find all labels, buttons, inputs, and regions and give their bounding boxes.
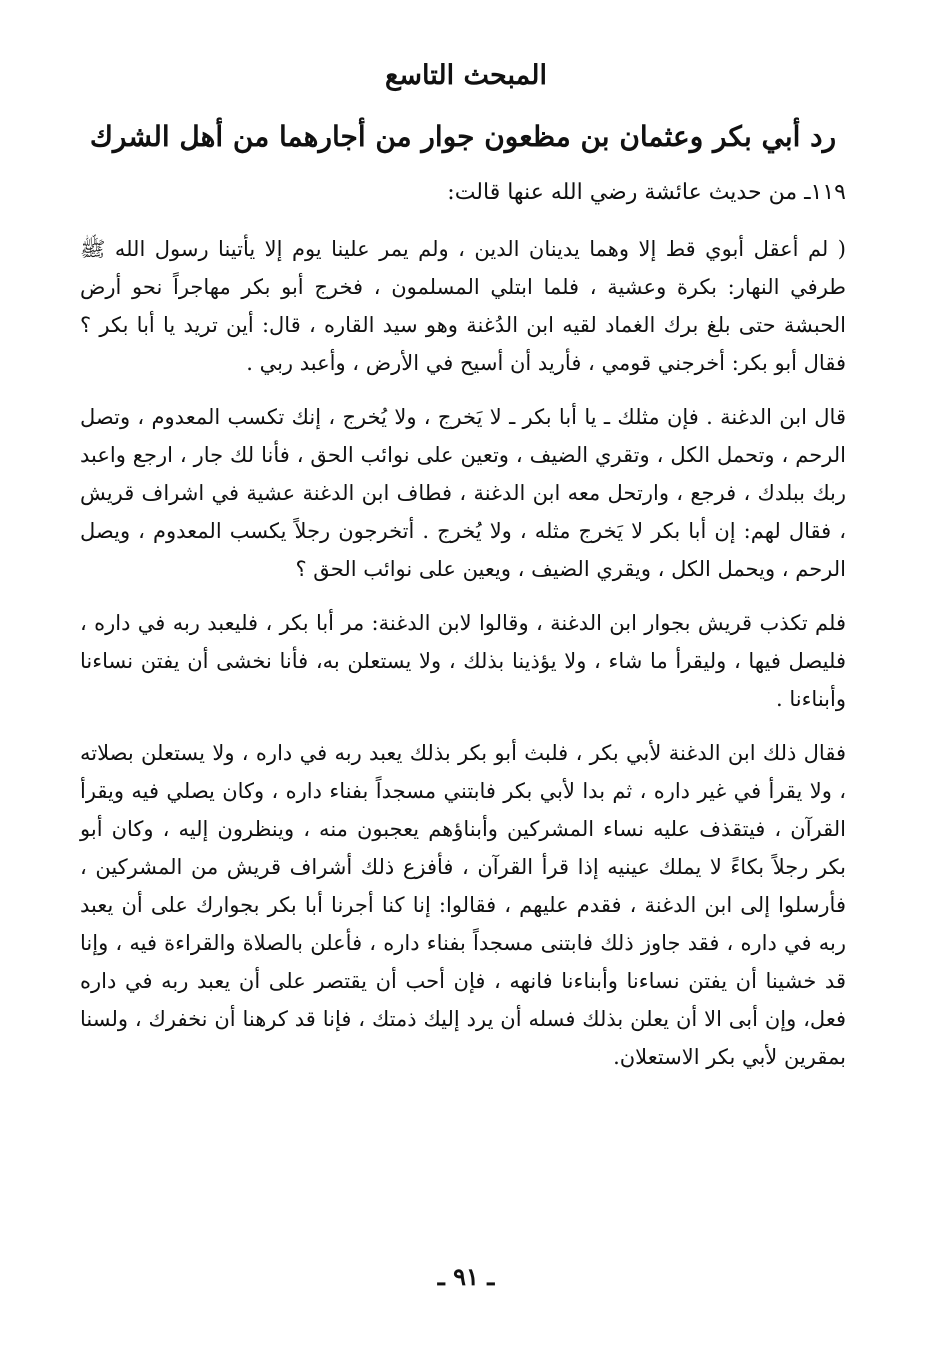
section-title: رد أبي بكر وعثمان بن مظعون جوار من أجارهما من أهل الشرك <box>89 120 837 153</box>
page-number: ـ ٩١ ـ <box>437 1262 495 1291</box>
paragraph-1: ( لم أعقل أبوي قط إلا وهما يدينان الدين ، ولم يمر علينا يوم إلا يأتينا رسول الله ﷺ طرفي النهار: بكرة وعشية ، فلما ابتلي المسلمون ، فخرج أبو بكر مهاجراً نحو أرض الحبشة حتى بلغ برك الغماد لقيه ابن الدُغنة وهو سيد القاره ، قال: أين تريد يا أبا بكر ؟ فقال أبو بكر: أخرجني قومي ، فأريد أن أسيح في الأرض ، وأعبد ربي . <box>80 237 846 375</box>
hadith-intro: ١١٩ـ من حديث عائشة رضي الله عنها قالت: <box>447 180 846 205</box>
paragraph-2: قال ابن الدغنة . فإن مثلك ـ يا أبا بكر ـ لا يَخرج ، ولا يُخرج ، إنك تكسب المعدوم ، وتصل الرحم ، وتحمل الكل ، وتقري الضيف ، وتعين على نوائب الحق ، فأنا لك جار ، ارجع واعبد ربك ببلدك ، فرجع ، وارتحل معه ابن الدغنة ، فطاف ابن الدغنة عشية في اشراف قريش ، فقال لهم: إن أبا بكر لا يَخرج مثله ، ولا يُخرج . أتخرجون رجلاً يكسب المعدوم ، ويصل الرحم ، ويحمل الكل ، ويقري الضيف ، ويعين على نوائب الحق ؟ <box>80 405 846 581</box>
chapter-title: المبحث التاسع <box>385 60 547 91</box>
body-text <box>80 230 846 1092</box>
paragraph-3: فلم تكذب قريش بجوار ابن الدغنة ، وقالوا لابن الدغنة: مر أبا بكر ، فليعبد ربه في داره ، فليصل فيها ، وليقرأ ما شاء ، ولا يؤذينا بذلك ، ولا يستعلن به، فأنا نخشى أن يفتن نساءنا وأبناءنا . <box>80 611 846 711</box>
paragraph-4: فقال ذلك ابن الدغنة لأبي بكر ، فلبث أبو بكر بذلك يعبد ربه في داره ، ولا يستعلن بصلاته ، ولا يقرأ في غير داره ، ثم بدا لأبي بكر فابتني مسجداً بفناء داره ، وكان يصلي فيه ويقرأ القرآن ، فيتقذف عليه نساء المشركين وأبناؤهم يعجبون منه ، وينظرون إليه ، وكان أبو بكر رجلاً بكاءً لا يملك عينيه إذا قرأ القرآن ، فأفزع ذلك أشراف قريش من المشركين ، فأرسلوا إلى ابن الدغنة ، فقدم عليهم ، فقالوا: إنا كنا أجرنا أبا بكر بجوارك على أن يعبد ربه في داره ، فقد جاوز ذلك فابتنى مسجداً بفناء داره ، فأعلن بالصلاة والقراءة فيه ، وإنا قد خشينا أن يفتن نساءنا وأبناءنا فانهه ، فإن أحب أن يقتصر على أن يعبد ربه في داره فعل، وإن أبى الا أن يعلن بذلك فسله أن يرد إليك ذمتك ، فإنا قد كرهنا أن نخفرك ، ولسنا بمقرين لأبي بكر الاستعلان. <box>80 741 846 1069</box>
